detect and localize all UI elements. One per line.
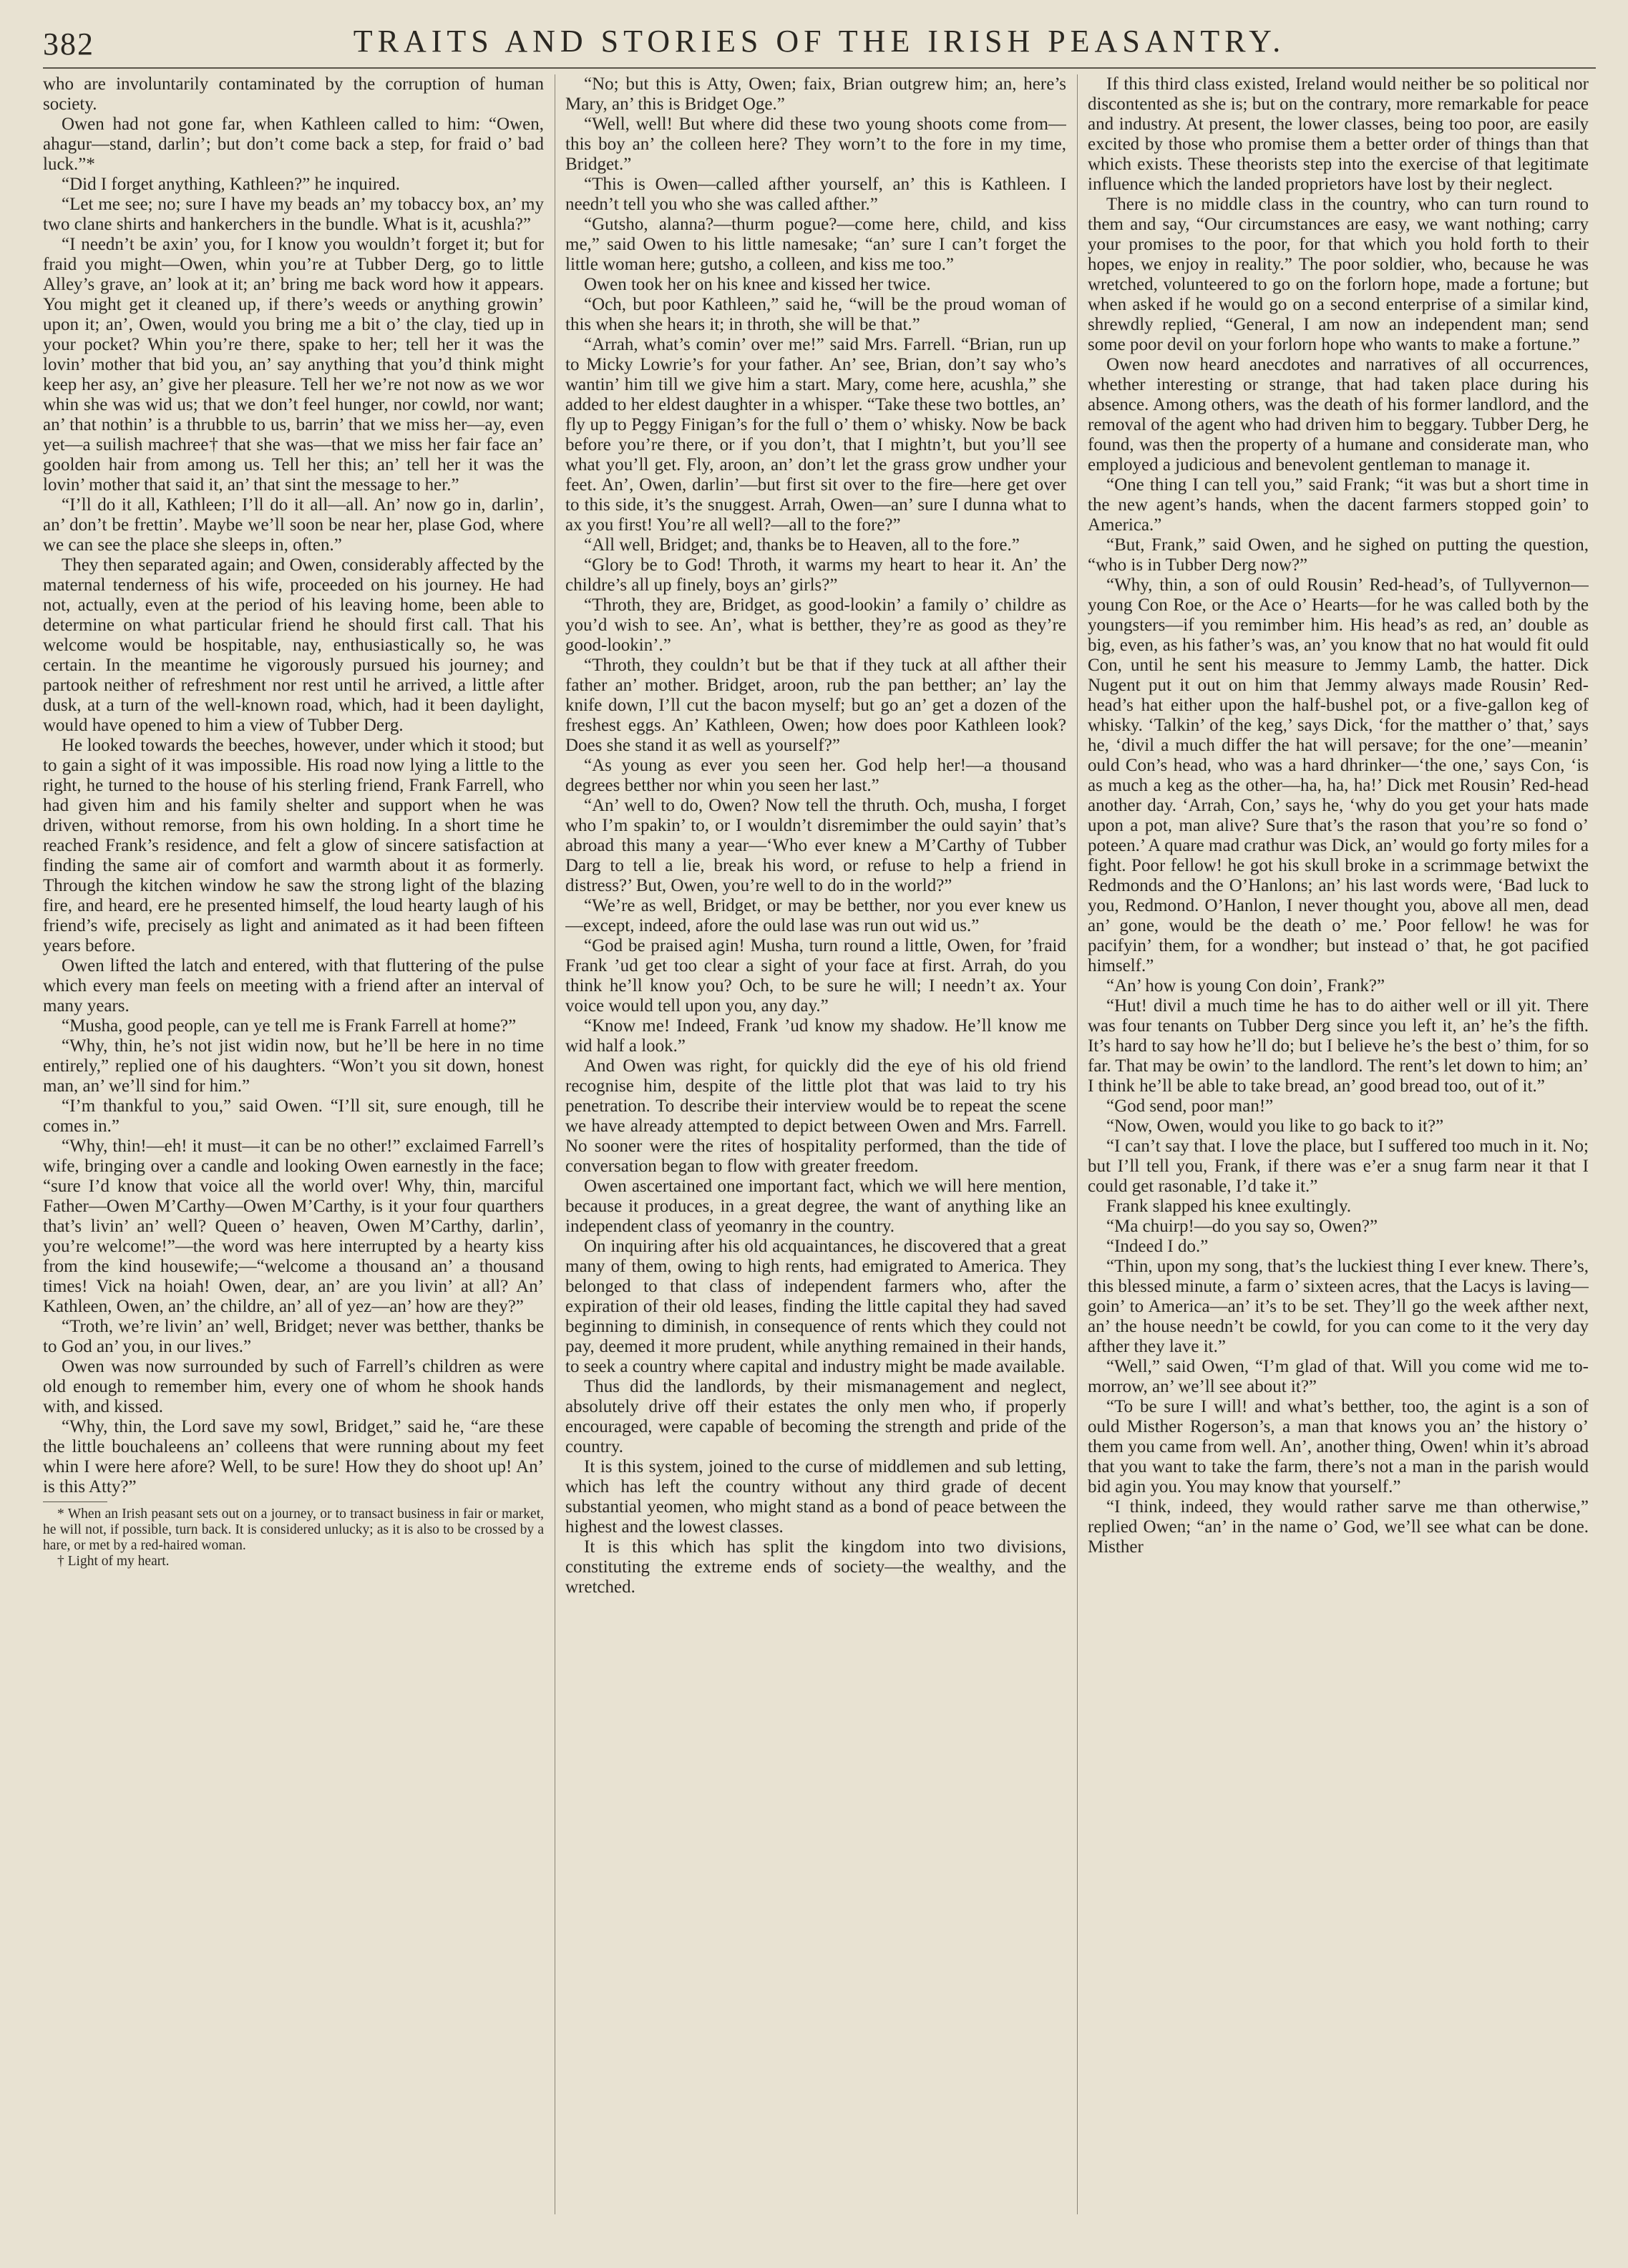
paragraph: There is no middle class in the country, who can turn round to them and say, “Our circumstances are easy, we want nothing; carry your promises to the poor, for that which you hold forth to their hopes, we enjoy in reality.” The poor soldier, who, because he was wretched, volunteered to go on the forlorn hope, made a fortune; but when asked if he would go on a second enterprise of a similar kind, shrewdly replied, “General, I am now an independent man; send some poor devil on your forlorn hope who wants to make a fortune.” [1088,195,1589,354]
paragraph: “Well,” said Owen, “I’m glad of that. Will you come wid me to-morrow, an’ we’ll see about it?” [1088,1357,1589,1396]
paragraph: It is this system, joined to the curse of middlemen and sub letting, which has left the country without any third grade of decent substantial yeomen, who might stand as a bond of peace between the highest and the lowest classes. [565,1457,1066,1537]
paragraph: “Well, well! But where did these two young shoots come from—this boy an’ the colleen here? They worn’t to the fore in my time, Bridget.” [565,115,1066,174]
paragraph: “God send, poor man!” [1106,1096,1274,1116]
paragraph: “As young as ever you seen her. God help her!—a thousand degrees betther nor whin you seen her last.” [565,756,1066,795]
paragraph: “Troth, we’re livin’ an’ well, Bridget; never was betther, thanks be to God an’ you, in our lives.” [43,1317,544,1356]
running-title: TRAITS AND STORIES OF THE IRISH PEASANTRY. [353,24,1286,59]
footnote: † Light of my heart. [57,1554,170,1569]
paragraph: “Why, thin, he’s not jist widin now, but he’ll be here in no time entirely,” replied one of his daughters. “Won’t you sit down, honest man, an’ we’ll sind for him.” [43,1036,544,1096]
paragraph: “Hut! divil a much time he has to do aither well or ill yit. There was four tenants on Tubber Derg since you left it, an’ he’s the fifth. It’s hard to say how he’ll do; but I believe he’s the best o’ thim, for so far. That may be owin’ to the landlord. The rent’s let down to him; an’ I think he’ll be able to take bread, an’ good bread too, out of it.” [1088,996,1589,1096]
paragraph: Owen was now surrounded by such of Farrell’s children as were old enough to remember him, every one of whom he shook hands with, and kissed. [43,1357,544,1416]
page-header [43,21,1596,64]
text-column-1 [43,74,544,2214]
paragraph: And Owen was right, for quickly did the eye of his old friend recognise him, despite of the little plot that was laid to try his penetration. To describe their interview would be to repeat the scene we have already attempted to depict between Owen and Mrs. Farrell. No sooner were the rites of hospitality performed, than the tide of conversation began to flow with greater freedom. [565,1056,1066,1176]
page-number: 382 [43,26,94,62]
paragraph: “Och, but poor Kathleen,” said he, “will be the proud woman of this when she hears it; in throth, she will be that.” [565,295,1066,334]
paragraph: Owen now heard anecdotes and narratives of all occurrences, whether interesting or strange, that had taken place during his absence. Among others, was the death of his former landlord, and the removal of the agent who had driven him to beggary. Tubber Derg, he found, was then the property of a humane and considerate man, who employed a judicious and benevolent gentleman to manage it. [1088,355,1589,474]
paragraph: who are involuntarily contaminated by the corruption of human society. [43,74,544,114]
paragraph: “Throth, they couldn’t but be that if they tuck at all afther their father an’ mother. Bridget, aroon, rub the pan betther; an’ lay the knife down, I’ll cut the bacon myself; but go an’ get a dozen of the freshest eggs. An’ Kathleen, Owen; how does poor Kathleen look? Does she stand it as well as yourself?” [565,656,1066,755]
paragraph: Thus did the landlords, by their mismanagement and neglect, absolutely drive off their estates the only men who, if properly encouraged, were capable of becoming the strength and pride of the country. [565,1377,1066,1456]
paragraph: “Did I forget anything, Kathleen?” he inquired. [62,175,400,194]
paragraph: On inquiring after his old acquaintances, he discovered that a great many of them, owing to high rents, had emigrated to America. They belonged to that class of independent farmers who, after the expiration of their old leases, finding the little capital they had saved beginning to diminish, in consequence of rents which they could not pay, deemed it more prudent, while anything remained in their hands, to seek a country where capital and industry might be made available. [565,1237,1066,1376]
paragraph: “All well, Bridget; and, thanks be to Heaven, all to the fore.” [584,535,1020,555]
paragraph: “An’ well to do, Owen? Now tell the thruth. Och, musha, I forget who I’m spakin’ to, or I wouldn’t disremimber the ould sayin’ that’s abroad this many a year—‘Who ever knew a M’Carthy of Tubber Darg to tell a lie, break his word, or refuse to help a friend in distress?’ But, Owen, you’re well to do in the world?” [565,796,1066,895]
paragraph: “We’re as well, Bridget, or may be betther, nor you ever knew us—except, indeed, afore the ould lase was run out wid us.” [565,896,1066,935]
paragraph: “Why, thin, a son of ould Rousin’ Red-head’s, of Tullyvernon—young Con Roe, or the Ace o’ Hearts—for he was called both by the youngsters—if you remimber him. His head’s as red, an’ double as big, even, as his father’s was, an’ you know that no hat would fit ould Con, until he sent his measure to Jemmy Lamb, the hatter. Dick Nugent put it out on him that Jemmy always made Rousin’ Red-head’s hat either upon the half-bushel pot, or a five-gallon keg of whisky. ‘Talkin’ of the keg,’ says Dick, ‘for the matther o’ that,’ says he, ‘divil a much differ the hat will persave; for the one’—meanin’ ould Con’s head, who was a hard dhrinker—‘the one,’ says Con, ‘is as much a keg as the other—ha, ha, ha!’ Dick met Rousin’ Red-head another day. ‘Arrah, Con,’ says he, ‘why do you get your hats made upon a pot, man alive? Sure that’s the rason that you’re so fond o’ poteen.’ A quare mad crathur was Dick, an’ would go forty miles for a fight. Poor fellow! he got his skull broke in a scrimmage betwixt the Redmonds and the O’Hanlons; an’ his last words were, ‘Bad luck to you, Redmond. O’Hanlon, I never thought you, above all men, dead an’ gone, would be the death o’ me.’ Poor fellow! he was for pacifyin’ them, for a wondher; but instead o’ that, he got pacified himself.” [1088,575,1589,975]
paragraph: “Arrah, what’s comin’ over me!” said Mrs. Farrell. “Brian, run up to Micky Lowrie’s for your father. An’ see, Brian, don’t say who’s wantin’ him till we give him a start. Mary, come here, acushla,” she added to her eldest daughter in a whisper. “Take these two bottles, an’ fly up to Peggy Finigan’s for the full o’ them o’ whisky. Now be back before you’re there, or if you don’t, that I mightn’t, but you’ll see what you’ll get. Fly, aroon, an’ don’t let the grass grow undher your feet. An’, Owen, darlin’—but first sit over to the fire—here get over to this side, it’s the snuggest. Arrah, Owen—an’ sure I dunna what to ax you first! You’re all well?—all to the fore?” [565,335,1066,535]
text-column-3 [1088,74,1589,2214]
paragraph: Owen had not gone far, when Kathleen called to him: “Owen, ahagur—stand, darlin’; but don’t come back a step, for fraid o’ bad luck.”* [43,115,544,174]
paragraph: “Let me see; no; sure I have my beads an’ my tobaccy box, an’ my two clane shirts and hankerchers in the bundle. What is it, acushla?” [43,195,544,234]
paragraph: “Why, thin!—eh! it must—it can be no other!” exclaimed Farrell’s wife, bringing over a candle and looking Owen earnestly in the face; “sure I’d know that voice all the world over! Why, thin, marciful Father—Owen M’Carthy—Owen M’Carthy, is it your four quarthers that’s livin’ an’ well? Queen o’ heaven, Owen M’Carthy, darlin’, you’re welcome!”—the word was here interrupted by a hearty kiss from the kind housewife;—“welcome a thousand an’ a thousand times! Vick na hoiah! Owen, dear, an’ are you livin’ at all? An’ Kathleen, Owen, an’ the childre, an’ all of yez—an’ how are they?” [43,1137,544,1316]
paragraph: “This is Owen—called afther yourself, an’ this is Kathleen. I needn’t tell you who she was called afther.” [565,175,1066,214]
paragraph: If this third class existed, Ireland would neither be so political nor discontented as she is; but on the contrary, more remarkable for peace and industry. At present, the lower classes, being too poor, are easily excited by those who promise them a better order of things than that which exists. These theorists step into the exercise of that legitimate influence which the landed proprietors have lost by their neglect. [1088,74,1589,194]
text-column-2 [565,74,1066,2214]
paragraph: “An’ how is young Con doin’, Frank?” [1106,976,1385,996]
paragraph: Frank slapped his knee exultingly. [1106,1197,1352,1216]
paragraph: Owen lifted the latch and entered, with that fluttering of the pulse which every man feels on meeting with a friend after an interval of many years. [43,956,544,1016]
paragraph: Owen took her on his knee and kissed her twice. [584,275,931,294]
paragraph: “To be sure I will! and what’s betther, too, the agint is a son of ould Misther Rogerson’s, a man that knows you an’ the history o’ them you came from well. An’, another thing, Owen! whin it’s abroad that you want to take the farm, there’s not a man in the parish would bid agin you. You may know that yourself.” [1088,1397,1589,1496]
paragraph: He looked towards the beeches, however, under which it stood; but to gain a sight of it was impossible. His road now lying a little to the right, he turned to the house of his sterling friend, Frank Farrell, who had given him and his family shelter and support when he was driven, without remorse, from his own holding. In a short time he reached Frank’s residence, and felt a glow of sincere satisfaction at finding the same air of comfort and warmth about it as formerly. Through the kitchen window he saw the strong light of the blazing fire, and heard, ere he presented himself, the loud hearty laugh of his friend’s wife, precisely as light and animated as it had been fifteen years before. [43,736,544,955]
paragraph: “I can’t say that. I love the place, but I suffered too much in it. No; but I’ll tell you, Frank, if there was e’er a snug farm near it that I could get rasonable, I’d take it.” [1088,1137,1589,1196]
paragraph: “Indeed I do.” [1106,1237,1209,1256]
footnote: * When an Irish peasant sets out on a journey, or to transact business in fair or market, he will not, if possible, turn back. It is considered unlucky; as it is also to be crossed by a hare, or met by a red-haired woman. [43,1507,544,1553]
paragraph: It is this which has split the kingdom into two divisions, constituting the extreme ends of society—the wealthy, and the wretched. [565,1537,1066,1597]
paragraph: “Ma chuirp!—do you say so, Owen?” [1106,1217,1378,1236]
paragraph: Owen ascertained one important fact, which we will here mention, because it produces, in a great degree, the want of anything like an independent class of yeomanry in the country. [565,1177,1066,1236]
paragraph: “Thin, upon my song, that’s the luckiest thing I ever knew. There’s, this blessed minute, a farm o’ sixteen acres, that the Lacys is laving—goin’ to America—an’ it’s to be set. They’ll go the week afther next, an’ the house needn’t be cowld, for you can come to it the very day afther they lave it.” [1088,1257,1589,1356]
paragraph: “I think, indeed, they would rather sarve me than otherwise,” replied Owen; “an’ in the name o’ God, we’ll see what can be done. Misther [1088,1497,1589,1557]
paragraph: “But, Frank,” said Owen, and he sighed on putting the question, “who is in Tubber Derg now?” [1088,535,1589,575]
paragraph: “Gutsho, alanna?—thurm pogue?—come here, child, and kiss me,” said Owen to his little namesake; “an’ sure I can’t forget the little woman here; gutsho, a colleen, and kiss me too.” [565,215,1066,274]
paragraph: “Know me! Indeed, Frank ’ud know my shadow. He’ll know me wid half a look.” [565,1016,1066,1056]
paragraph: “God be praised agin! Musha, turn round a little, Owen, for ’fraid Frank ’ud get too clear a sight of your face at first. Arrah, do you think he’ll know you? Och, to be sure he will; I needn’t ax. Your voice would tell upon you, any day.” [565,936,1066,1016]
paragraph: “Now, Owen, would you like to go back to it?” [1106,1116,1444,1136]
paragraph: “I’ll do it all, Kathleen; I’ll do it all—all. An’ now go in, darlin’, an’ don’t be frettin’. Maybe we’ll soon be near her, plase God, where we can see the place she sleeps in, often.” [43,495,544,555]
header-rule [43,67,1596,69]
paragraph: “Musha, good people, can ye tell me is Frank Farrell at home?” [62,1016,517,1036]
paragraph: “Throth, they are, Bridget, as good-lookin’ a family o’ childre as you’d wish to see. An’, what is betther, they’re as good as they’re good-lookin’.” [565,595,1066,655]
paragraph: They then separated again; and Owen, considerably affected by the maternal tenderness of his wife, proceeded on his journey. He had not, actually, even at the period of his leaving home, been able to determine on what particular friend he should first call. That his welcome would be hospitable, nay, enthusiastically so, he was certain. In the meantime he vigorously pursued his journey; and partook neither of refreshment nor rest until he arrived, a little after dusk, at a turn of the well-known road, which, had it been daylight, would have opened to him a view of Tubber Derg. [43,555,544,735]
paragraph: “I’m thankful to you,” said Owen. “I’ll sit, sure enough, till he comes in.” [43,1096,544,1136]
column-divider [1077,74,1078,2214]
paragraph: “Why, thin, the Lord save my sowl, Bridget,” said he, “are these the little bouchaleens an’ colleens that were running about my feet whin I were here afore? Well, to be sure! How they do shoot up! An’ is this Atty?” [43,1417,544,1496]
paragraph: “One thing I can tell you,” said Frank; “it was but a short time in the new agent’s hands, when the dacent farmers stopped goin’ to America.” [1088,475,1589,535]
paragraph: “No; but this is Atty, Owen; faix, Brian outgrew him; an, here’s Mary, an’ this is Bridget Oge.” [565,74,1066,114]
paragraph: “I needn’t be axin’ you, for I know you wouldn’t forget it; but for fraid you might—Owen, whin you’re at Tubber Derg, go to little Alley’s grave, an’ look at it; an’ bring me back word how it appears. You might get it cleaned up, if there’s weeds or anything growin’ upon it; an’, Owen, would you bring me a bit o’ the clay, tied up in your pocket? Whin you’re there, spake to her; tell her it was the lovin’ mother that bid you, an’ say anything that you’d think might keep her asy, an’ give her pleasure. Tell her we’re not now as we wor whin she was wid us; that we don’t feel hunger, nor cowld, nor want; an’ that nothin’ is a thrubble to us, barrin’ that we miss her—ay, even yet—a suilish machree† that she was—that we miss her fair face an’ goolden hair from among us. Tell her this; an’ tell her it was the lovin’ mother that said it, an’ that sint the message to her.” [43,235,544,495]
paragraph: “Glory be to God! Throth, it warms my heart to hear it. An’ the childre’s all up finely, boys an’ girls?” [565,555,1066,595]
